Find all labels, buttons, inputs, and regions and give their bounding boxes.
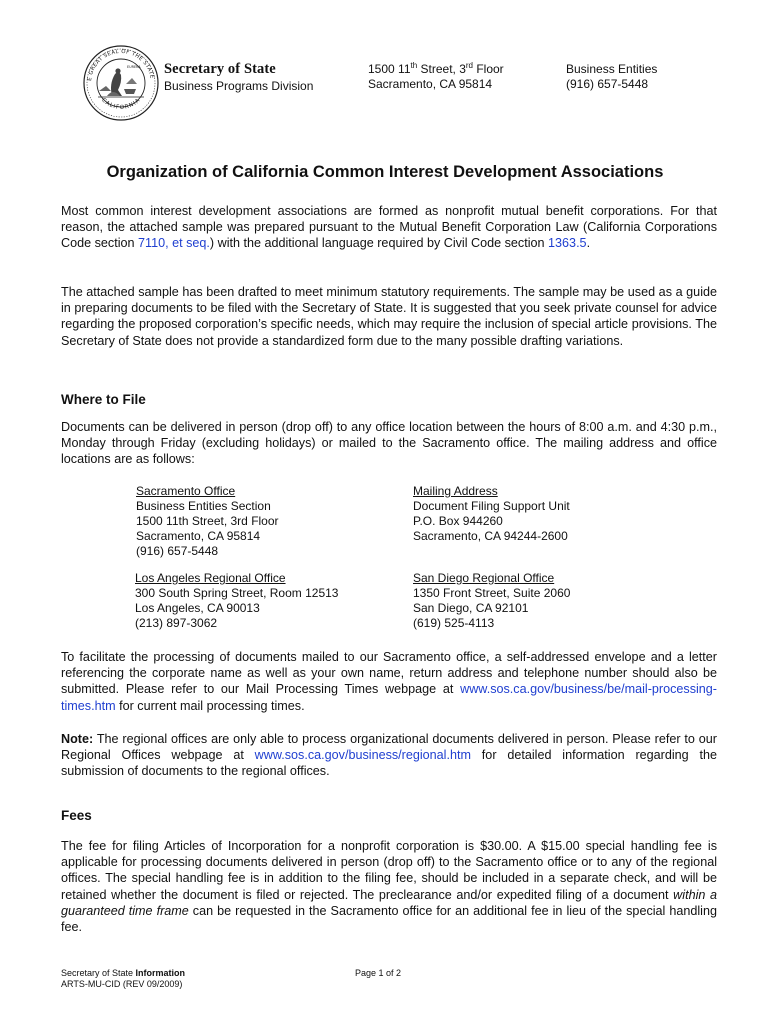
note-label: Note: xyxy=(61,732,94,746)
office-line: 300 South Spring Street, Room 12513 xyxy=(135,586,339,600)
office-line: Business Entities Section xyxy=(136,499,271,513)
mail-processing-link[interactable]: www.sos.ca.gov/business/be/mail-processing-times.htm xyxy=(61,682,717,713)
office-line: (619) 525-4113 xyxy=(413,616,495,630)
agency-address xyxy=(368,62,504,92)
contact-phone: (916) 657-5448 xyxy=(566,77,649,91)
state-seal-logo xyxy=(82,44,160,122)
fees-paragraph: The fee for filing Articles of Incorporation for a nonprofit corporation is $30.00. A $15.00 special handling fee is applicable for processing documents delivered in person (drop off) to the Sacramento office or to any of the regional offices. The special handling fee is in addition to the filing fee, should be included in a separate check, and will be retained whether the document is filed or rejected. The preclearance and/or expedited filing of a document within a guaranteed time frame can be requested in the Sacramento office for an additional fee in lieu of the special handling fee. xyxy=(61,839,717,935)
footer-info: Secretary of State Information ARTS-MU-CID (REV 09/2009) xyxy=(61,968,186,989)
agency-name: Secretary of State xyxy=(164,61,276,77)
note-paragraph: Note: The regional offices are only able to process organizational documents delivered in person. Please refer to our Regional Offices webpage at www.sos.ca.gov/business/regional.htm for detailed information regarding the submission of documents to the regional offices. xyxy=(61,732,718,779)
intro-paragraph-1: Most common interest development associations are formed as nonprofit mutual benefit corporations. For that reason, the attached sample was prepared pursuant to the Mutual Benefit Corporation Law (California Corporations Code section 7110, et seq.) with the additional language required by Civil Code section 1363.5. xyxy=(61,204,717,251)
regional-offices-link[interactable]: www.sos.ca.gov/business/regional.htm xyxy=(254,748,471,763)
where-to-file-heading: Where to File xyxy=(61,392,146,407)
intro-paragraph-2: The attached sample has been drafted to meet minimum statutory requirements. The sample may be used as a guide in preparing documents to be filed with the Secretary of State. It is suggested that you seek private counsel for advice regarding the proposed corporation’s specific needs, which may require the inclusion of special article provisions. The Secretary of State does not provide a standardized form due to the many possible drafting variations. xyxy=(61,285,717,348)
office-name: Sacramento Office xyxy=(136,484,236,498)
office-line: Los Angeles, CA 90013 xyxy=(135,601,260,615)
office-line: P.O. Box 944260 xyxy=(413,514,503,528)
seal-top-text: E GREAT SEAL OF THE STATE xyxy=(87,48,155,82)
office-line: 1500 11th Street, 3rd Floor xyxy=(136,514,279,528)
page-number: Page 1 of 2 xyxy=(355,968,402,978)
where-to-file-paragraph: Documents can be delivered in person (drop off) to any office location between the hours of 8:00 a.m. and 4:30 p.m., Monday through Friday (excluding holidays) or mailed to the Sacramento office. The mailing address and office locations are as follows: xyxy=(61,420,717,467)
seal-bottom-text: CALIFORNIA xyxy=(100,97,142,111)
office-line: Sacramento, CA 94244-2600 xyxy=(413,529,568,543)
office-name: Los Angeles Regional Office xyxy=(135,571,286,585)
corp-code-link[interactable]: 7110, et seq. xyxy=(138,236,210,251)
office-line: 1350 Front Street, Suite 2060 xyxy=(413,586,571,600)
sacramento-office xyxy=(136,484,279,559)
office-line: (916) 657-5448 xyxy=(136,544,219,558)
address-line-1: 1500 11th Street, 3rd Floor xyxy=(368,61,504,76)
mail-processing-paragraph: To facilitate the processing of documents mailed to our Sacramento office, a self-addressed envelope and a letter referencing the corporate name as well as your own name, return address and telephone number should also be submitted. Please refer to our Mail Processing Times webpage at www.sos.ca.gov/business/be/mail-processing-times.htm for current mail processing times. xyxy=(61,650,717,713)
contact-label: Business Entities xyxy=(566,62,658,76)
seal-motto: EUREKA xyxy=(127,65,141,69)
office-line: San Diego, CA 92101 xyxy=(413,601,529,615)
division-name: Business Programs Division xyxy=(164,79,314,93)
office-name: Mailing Address xyxy=(413,484,498,498)
mailing-address xyxy=(413,484,570,544)
fees-heading: Fees xyxy=(61,808,92,823)
office-line: Sacramento, CA 95814 xyxy=(136,529,261,543)
los-angeles-office xyxy=(135,571,338,631)
address-line-2: Sacramento, CA 95814 xyxy=(368,77,493,91)
office-name: San Diego Regional Office xyxy=(413,571,555,585)
document-title: Organization of California Common Interest Development Associations xyxy=(106,163,664,181)
office-line: Document Filing Support Unit xyxy=(413,499,570,513)
san-diego-office xyxy=(413,571,570,631)
form-id: ARTS-MU-CID (REV 09/2009) xyxy=(61,979,183,989)
office-line: (213) 897-3062 xyxy=(135,616,218,630)
contact-block xyxy=(566,62,657,92)
civil-code-link[interactable]: 1363.5 xyxy=(548,236,587,251)
svg-text:CALIFORNIA xyxy=(100,97,142,111)
